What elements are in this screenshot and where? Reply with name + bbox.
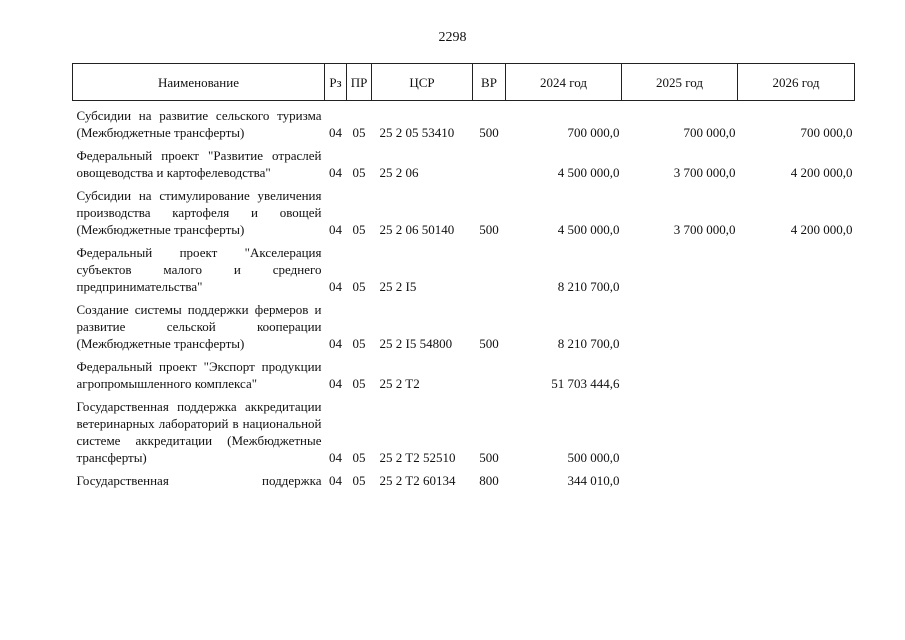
header-2024: 2024 год [506, 64, 622, 101]
row-2024: 344 010,0 [567, 473, 620, 488]
table-row [73, 352, 855, 392]
table-row [73, 141, 855, 181]
table-row [73, 181, 855, 238]
table-row [73, 295, 855, 352]
row-name: Субсидии на развитие сельского туризма (Межбюджетные трансферты) [76, 108, 322, 140]
row-pr: 05 [352, 165, 366, 180]
row-csr: 25 2 T2 60134 [379, 473, 456, 488]
row-csr: 25 2 06 [379, 165, 419, 180]
row-2024: 700 000,0 [567, 125, 620, 140]
row-vr: 500 [479, 222, 499, 237]
row-2026: 700 000,0 [800, 125, 853, 140]
row-vr [473, 238, 506, 295]
row-pr: 05 [352, 376, 366, 391]
row-name: Государственная поддержка [76, 473, 322, 488]
row-2025: 3 700 000,0 [673, 165, 736, 180]
row-2025 [622, 238, 738, 295]
row-2025 [622, 352, 738, 392]
table-row [73, 101, 855, 142]
row-vr [473, 141, 506, 181]
row-vr: 500 [479, 450, 499, 465]
row-rz: 04 [329, 165, 342, 180]
row-2024: 500 000,0 [567, 450, 620, 465]
row-rz: 04 [329, 125, 342, 140]
row-2026 [738, 352, 855, 392]
budget-table [72, 63, 855, 489]
row-2024: 8 210 700,0 [557, 279, 620, 294]
row-2024: 51 703 444,6 [551, 376, 620, 391]
table-row [73, 392, 855, 466]
row-rz: 04 [329, 279, 342, 294]
table-row [73, 238, 855, 295]
row-2025: 3 700 000,0 [673, 222, 736, 237]
row-name: Субсидии на стимулирование увеличения производства картофеля и овощей (Межбюджетные трансферты) [76, 188, 322, 237]
header-pr: ПР [347, 64, 372, 101]
row-pr: 05 [352, 279, 366, 294]
header-csr: ЦСР [372, 64, 473, 101]
row-2024: 4 500 000,0 [557, 222, 620, 237]
row-vr [473, 352, 506, 392]
row-rz: 04 [329, 222, 342, 237]
row-2025 [622, 392, 738, 466]
page-number: 2298 [438, 30, 467, 45]
row-2026 [738, 295, 855, 352]
row-name: Федеральный проект "Экспорт продукции агропромышленного комплекса" [76, 359, 322, 391]
row-pr: 05 [352, 125, 366, 140]
header-name: Наименование [73, 64, 325, 101]
row-rz: 04 [329, 473, 342, 488]
row-csr: 25 2 05 53410 [379, 125, 455, 140]
header-vr: ВР [473, 64, 506, 101]
table-row [73, 466, 855, 489]
row-2024: 8 210 700,0 [557, 336, 620, 351]
row-pr: 05 [352, 450, 366, 465]
row-2026: 4 200 000,0 [790, 165, 853, 180]
row-pr: 05 [352, 473, 366, 488]
row-pr: 05 [352, 336, 366, 351]
row-name: Федеральный проект "Акселерация субъектов малого и среднего предпринимательства" [76, 245, 322, 294]
row-2024: 4 500 000,0 [557, 165, 620, 180]
row-vr: 800 [479, 473, 499, 488]
row-vr: 500 [479, 125, 499, 140]
row-2026 [738, 392, 855, 466]
row-2026 [738, 466, 855, 489]
header-row [73, 64, 855, 101]
row-vr: 500 [479, 336, 499, 351]
row-2026: 4 200 000,0 [790, 222, 853, 237]
row-2025: 700 000,0 [683, 125, 736, 140]
row-pr: 05 [352, 222, 366, 237]
row-csr: 25 2 T2 [379, 376, 420, 391]
row-rz: 04 [329, 376, 342, 391]
header-2025: 2025 год [622, 64, 738, 101]
row-rz: 04 [329, 336, 342, 351]
row-2025 [622, 295, 738, 352]
row-csr: 25 2 I5 [379, 279, 417, 294]
row-name: Федеральный проект "Развитие отраслей овощеводства и картофелеводства" [76, 148, 322, 180]
row-csr: 25 2 T2 52510 [379, 450, 456, 465]
row-name: Государственная поддержка аккредитации ветеринарных лабораторий в национальной системе аккредитации (Межбюджетные трансферты) [76, 399, 322, 465]
row-2025 [622, 466, 738, 489]
row-2026 [738, 238, 855, 295]
row-name: Создание системы поддержки фермеров и развитие сельской кооперации (Межбюджетные трансферты) [76, 302, 322, 351]
header-rz: Рз [325, 64, 347, 101]
header-2026: 2026 год [738, 64, 855, 101]
row-csr: 25 2 I5 54800 [379, 336, 453, 351]
row-csr: 25 2 06 50140 [379, 222, 455, 237]
row-rz: 04 [329, 450, 342, 465]
